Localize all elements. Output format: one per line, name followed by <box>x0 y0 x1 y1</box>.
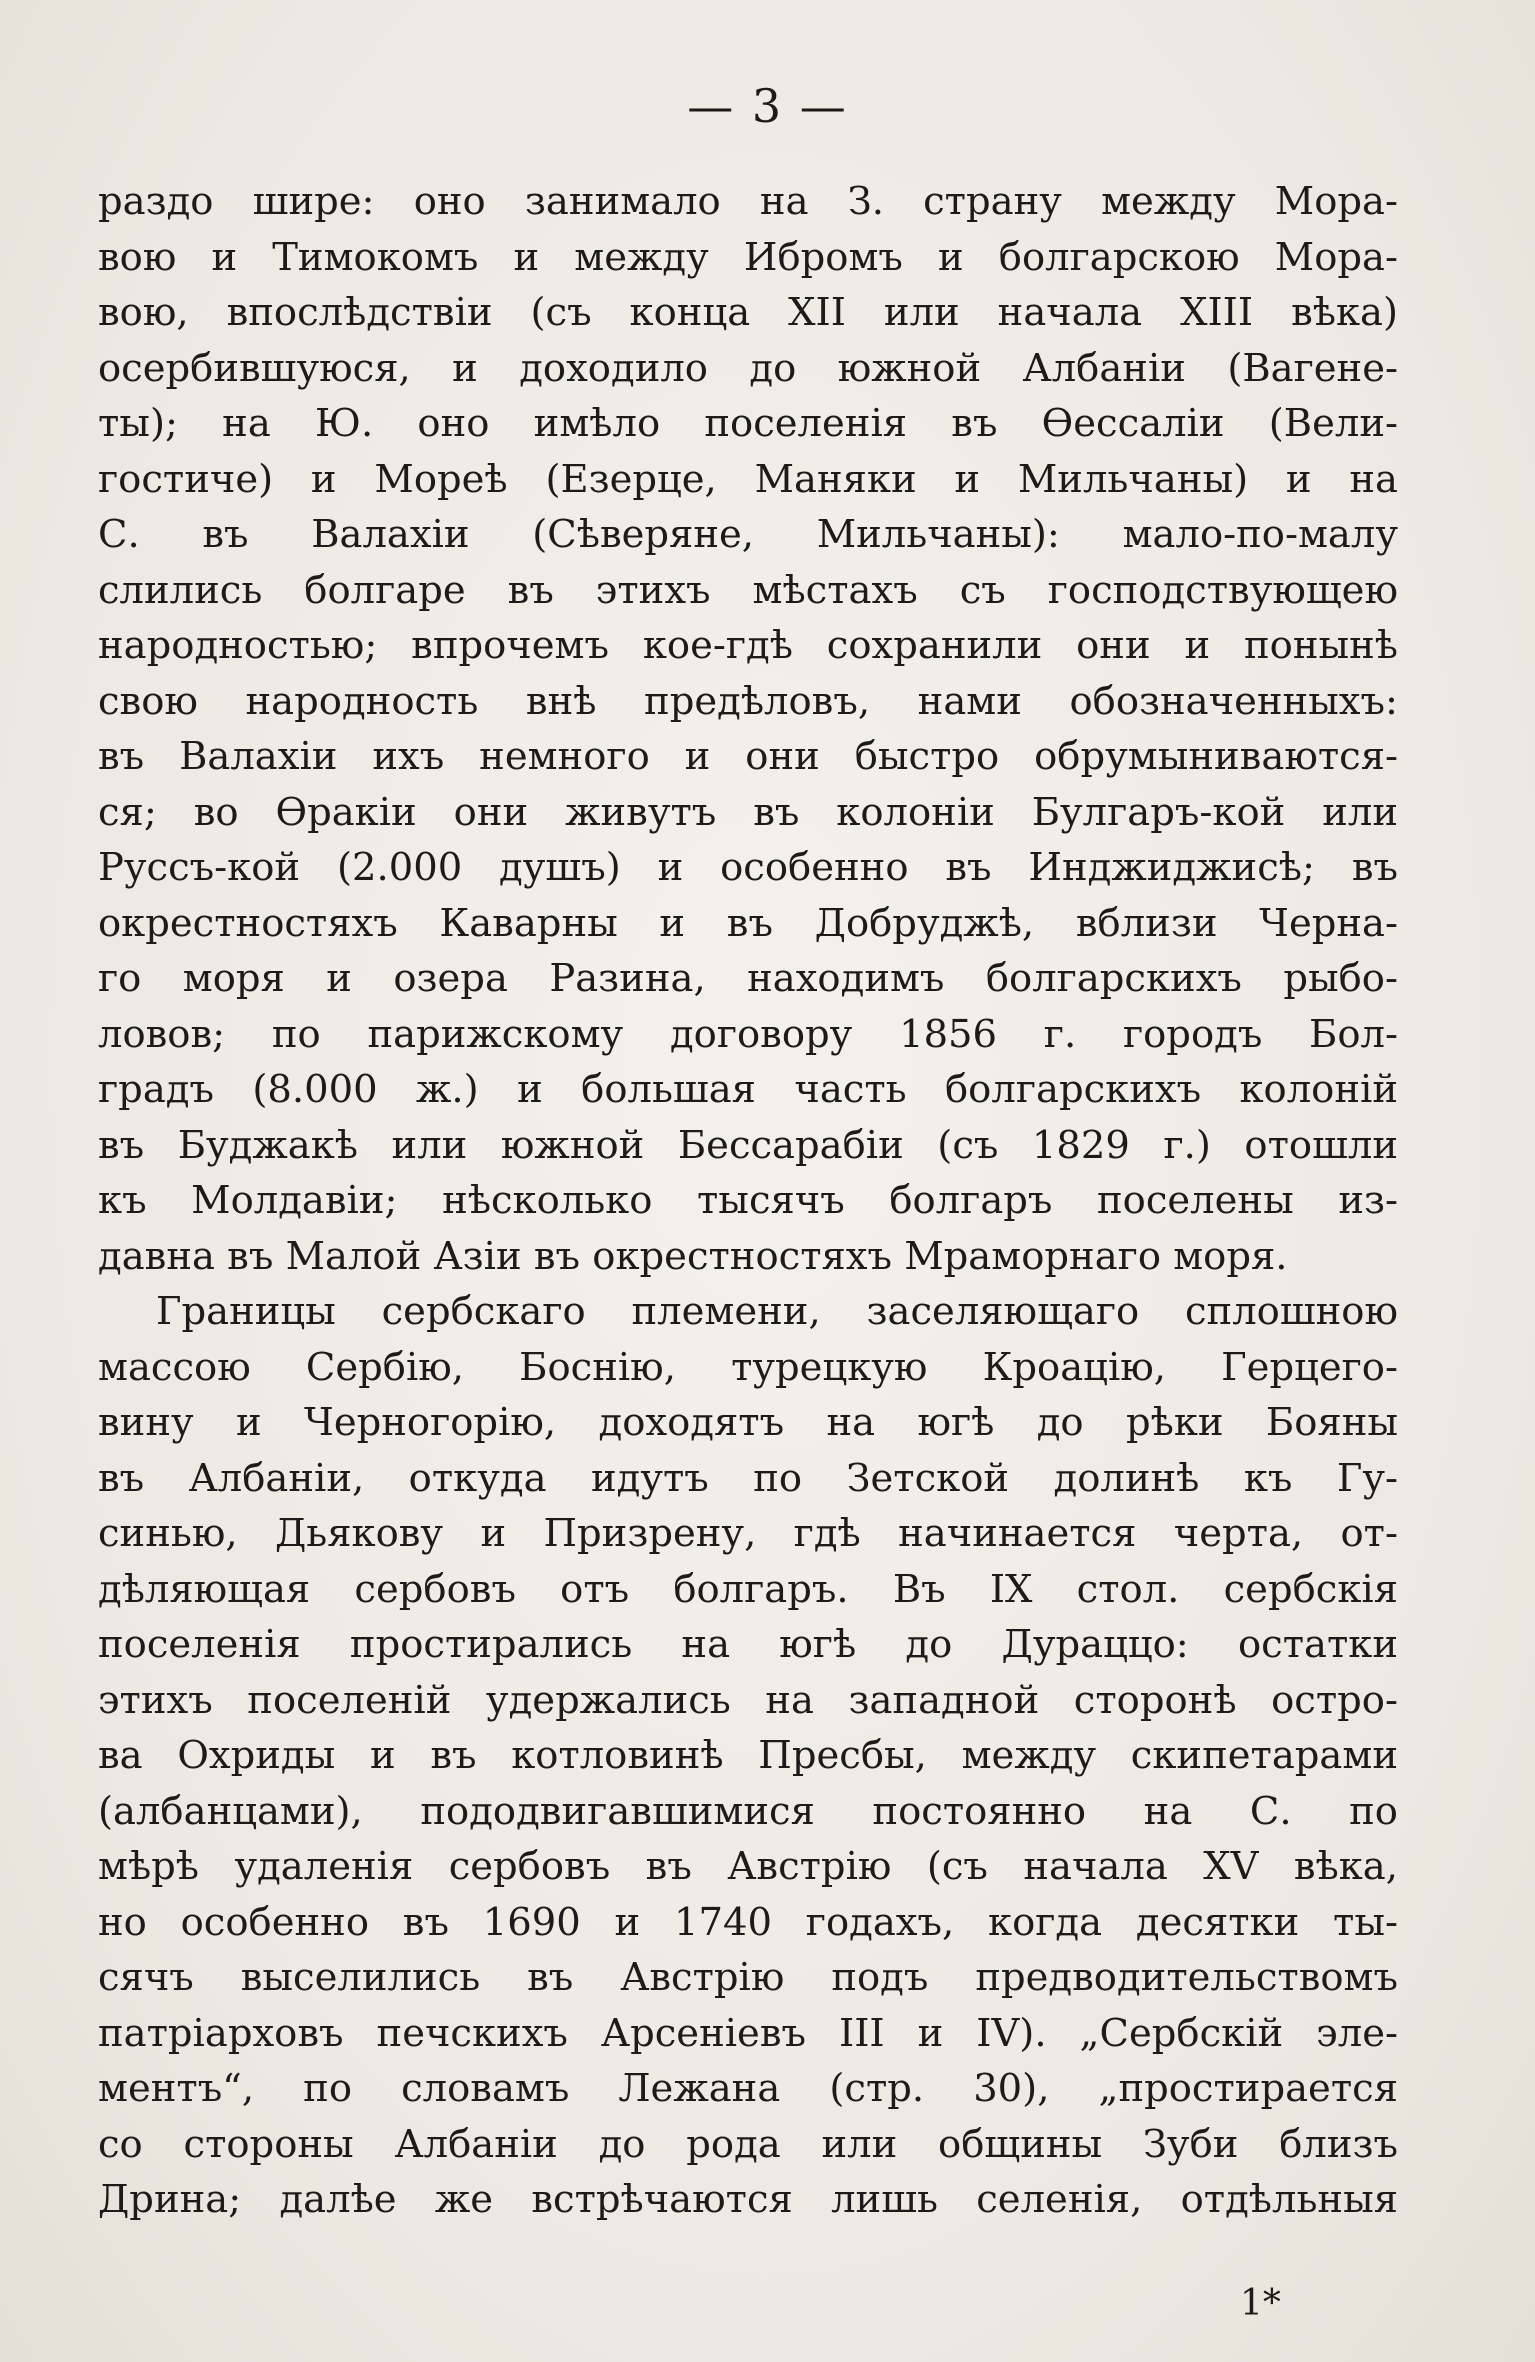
text-line: осербившуюся, и доходило до южной Албаніи (Вагене- <box>98 345 1398 391</box>
text-line: народностью; впрочемъ кое-гдѣ сохранили они и понынѣ <box>98 623 1398 668</box>
text-line: ва Охриды и въ котловинѣ Пресбы, между скипетарами <box>98 1733 1398 1778</box>
text-line: въ Валахіи ихъ немного и они быстро обрумыниваются- <box>98 734 1398 779</box>
text-line: поселенія простирались на югѣ до Дураццо: остатки <box>98 1622 1398 1667</box>
text-line: вою и Тимокомъ и между Ибромъ и болгарскою Мора- <box>98 234 1398 280</box>
signature-mark: 1* <box>1240 2283 1281 2324</box>
text-line: мѣрѣ удаленія сербовъ въ Австрію (съ начала XV вѣка, <box>98 1844 1398 1889</box>
text-line: вину и Черногорію, доходятъ на югѣ до рѣки Бояны <box>98 1400 1398 1445</box>
text-line: раздо шире: оно занимало на З. страну между Мора- <box>98 179 1398 224</box>
text-line: градъ (8.000 ж.) и большая часть болгарскихъ колоній <box>98 1067 1398 1112</box>
text-line: въ Буджакѣ или южной Бессарабіи (съ 1829 г.) отошли <box>98 1122 1398 1168</box>
text-line: синью, Дьякову и Призрену, гдѣ начинается черта, от- <box>98 1511 1398 1556</box>
text-line: массою Сербію, Боснію, турецкую Кроацію, Герцего- <box>98 1344 1398 1390</box>
text-line: дѣляющая сербовъ отъ болгаръ. Въ IX стол. сербскія <box>98 1566 1398 1612</box>
body-text <box>98 174 1398 2228</box>
text-line: ся; во Өракіи они живутъ въ колоніи Булгаръ-кой или <box>98 789 1398 835</box>
text-line: сячъ выселились въ Австрію подъ предводительствомъ <box>98 1955 1398 2000</box>
text-line: ловов; по парижскому договору 1856 г. городъ Бол- <box>98 1011 1398 1057</box>
text-line: но особенно въ 1690 и 1740 годахъ, когда десятки ты- <box>98 1899 1398 1945</box>
text-line: ты); на Ю. оно имѣло поселенія въ Өессаліи (Вели- <box>98 401 1398 446</box>
text-line: (албанцами), пододвигавшимися постоянно на С. по <box>98 1788 1398 1834</box>
text-line: окрестностяхъ Каварны и въ Добруджѣ, вблизи Черна- <box>98 900 1398 946</box>
text-line: патріарховъ печскихъ Арсеніевъ III и IV). „Сербскій эле- <box>98 2010 1398 2056</box>
text-line: слились болгаре въ этихъ мѣстахъ съ господствующею <box>98 567 1398 613</box>
text-line: Границы сербскаго племени, заселяющаго сплошною <box>156 1289 1398 1334</box>
text-line: со стороны Албаніи до рода или общины Зуби близъ <box>98 2121 1398 2167</box>
text-line: Руссъ-кой (2.000 душъ) и особенно въ Инджиджисѣ; въ <box>98 845 1398 890</box>
text-line: гостиче) и Мореѣ (Езерце, Маняки и Мильчаны) и на <box>98 456 1398 502</box>
text-line: Дрина; далѣе же встрѣчаются лишь селенія, отдѣльныя <box>98 2177 1398 2222</box>
text-line: къ Молдавіи; нѣсколько тысячъ болгаръ поселены из- <box>98 1178 1398 1223</box>
text-line: ментъ“, по словамъ Лежана (стр. 30), „простирается <box>98 2066 1398 2111</box>
text-line: этихъ поселеній удержались на западной сторонѣ остро- <box>98 1677 1398 1723</box>
text-line: С. въ Валахіи (Сѣверяне, Мильчаны): мало-по-малу <box>98 512 1398 557</box>
text-line: го моря и озера Разина, находимъ болгарскихъ рыбо- <box>98 956 1398 1001</box>
text-line: свою народность внѣ предѣловъ, нами обозначенныхъ: <box>98 678 1398 724</box>
text-line: давна въ Малой Азіи въ окрестностяхъ Мраморнаго моря. <box>98 1233 1288 1279</box>
text-line: вою, впослѣдствіи (съ конца XII или начала XIII вѣка) <box>98 290 1398 335</box>
page-number: — 3 — <box>687 79 848 133</box>
text-line: въ Албаніи, откуда идутъ по Зетской долинѣ къ Гу- <box>98 1455 1398 1501</box>
